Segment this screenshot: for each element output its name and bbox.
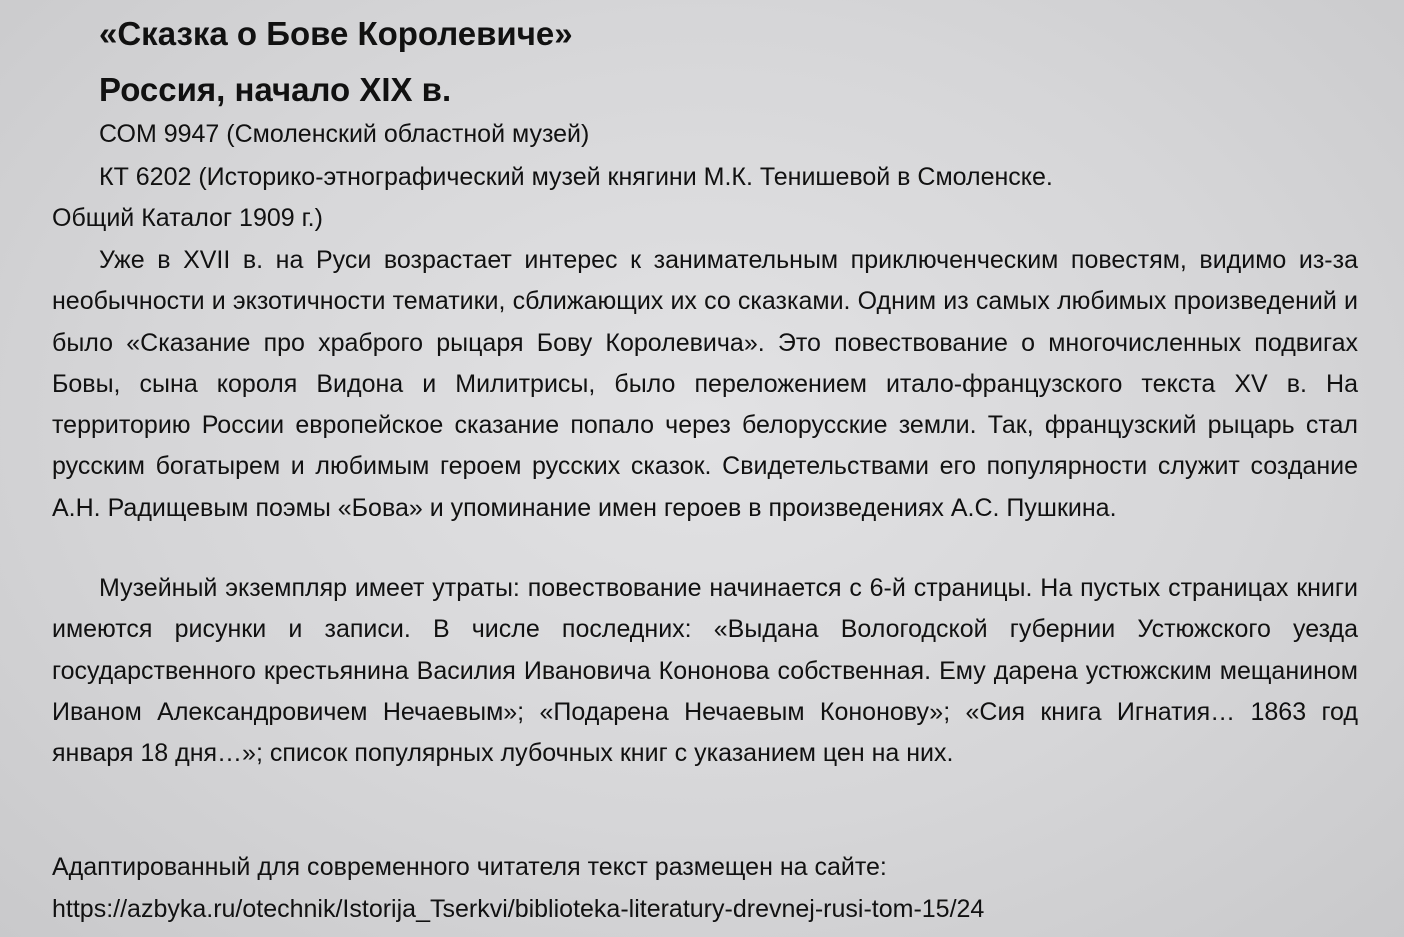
museum-reference-kt: КТ 6202 (Историко-этнографический музей княгини М.К. Тенишевой в Смоленске.: [99, 163, 1053, 191]
document-subtitle: Россия, начало XIX в.: [99, 71, 452, 108]
footer-note: Адаптированный для современного читателя текст размещен на сайте:: [52, 853, 887, 881]
document-title: «Сказка о Бове Королевиче»: [99, 15, 573, 52]
footer-url: https://azbyka.ru/otechnik/Istorija_Tserkvi/biblioteka-literatury-drevnej-rusi-tom-15/24: [52, 895, 985, 923]
paragraph-museum-copy: Музейный экземпляр имеет утраты: повествование начинается с 6-й страницы. На пустых страницах книги имеются рисунки и записи. В числе последних: «Выдана Вологодской губернии Устюжского уезда государственного крестьянина Василия Ивановича Кононова собственная. Ему дарена устюжским мещанином Иваном Александровичем Нечаевым»; «Подарена Нечаевым Кононову»; «Сия книга Игнатия… 1863 год января 18 дня…»; список популярных лубочных книг с указанием цен на них.: [52, 574, 1358, 768]
museum-reference-catalog: Общий Каталог 1909 г.): [52, 204, 323, 232]
paragraph-history: Уже в XVII в. на Руси возрастает интерес к занимательным приключенческим повестям, видимо из-за необычности и экзотичности тематики, сближающих их со сказками. Одним из самых любимых произведений и было «Сказание про храброго рыцаря Бову Королевича». Это повествование о многочисленных подвигах Бовы, сына короля Видона и Милитрисы, было переложением итало-французского текста XV в. На территорию России европейское сказание попало через белорусские земли. Так, французский рыцарь стал русским богатырем и любимым героем русских сказок. Свидетельствами его популярности служит создание А.Н. Радищевым поэмы «Бова» и упоминание имен героев в произведениях А.С. Пушкина.: [52, 246, 1358, 522]
museum-reference-som: СОМ 9947 (Смоленский областной музей): [99, 120, 590, 148]
